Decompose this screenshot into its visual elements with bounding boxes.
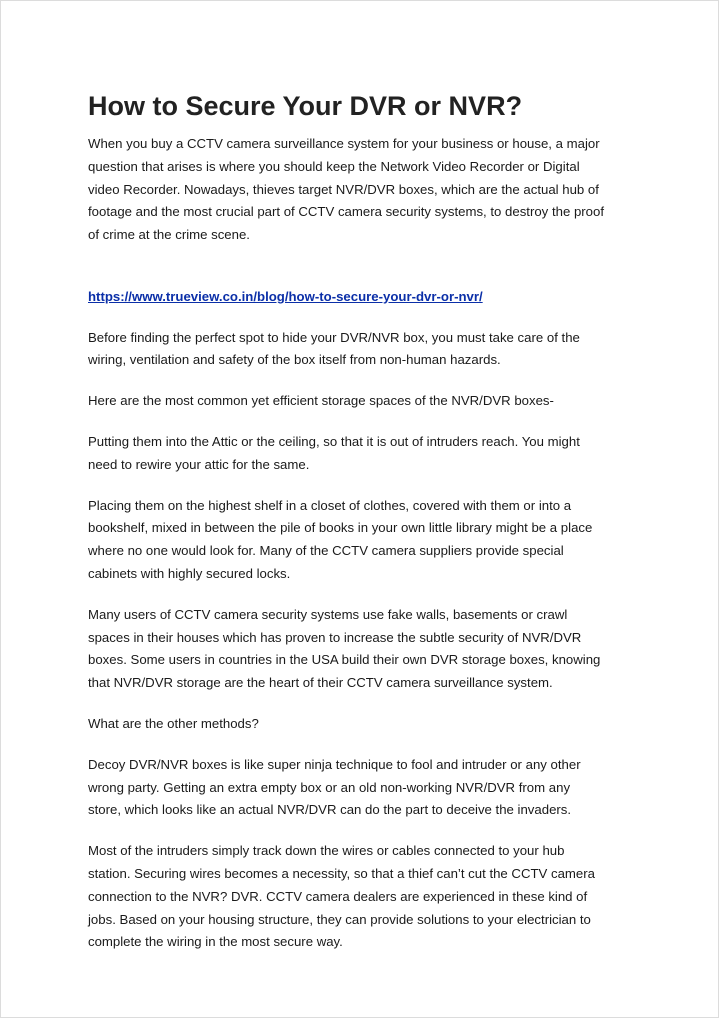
link-paragraph [88, 263, 648, 309]
paragraph-fake-walls: Many users of CCTV camera security systems use fake walls, basements or crawl spaces in their houses which has proven to increase the subtle security of NVR/DVR boxes. Some users in countries in the USA build their own DVR storage boxes, knowing that NVR/DVR storage are the heart of their CCTV camera surveillance system. [88, 606, 601, 691]
paragraph-attic: Putting them into the Attic or the ceiling, so that it is out of intruders reach. You might need to rewire your attic for the same. [88, 433, 580, 472]
paragraph-intro: When you buy a CCTV camera surveillance system for your business or house, a major question that arises is where you should keep the Network Video Recorder or Digital video Recorder. Nowadays, thieves target NVR/DVR boxes, which are the actual hub of footage and the most crucial part of CCTV camera security systems, to destroy the proof of crime at the crime scene. [88, 136, 604, 243]
document-content [88, 89, 648, 954]
article-link[interactable]: https://www.trueview.co.in/blog/how-to-secure-your-dvr-or-nvr/ [88, 288, 483, 304]
paragraph-decoy: Decoy DVR/NVR boxes is like super ninja technique to fool and intruder or any other wrong party. Getting an extra empty box or an old non-working NVR/DVR from any store, which looks like an actual NVR/DVR can do the part to deceive the invaders. [88, 756, 581, 818]
paragraph-other-methods: What are the other methods? [88, 715, 259, 731]
paragraph-wiring: Most of the intruders simply track down the wires or cables connected to your hub station. Securing wires becomes a necessity, so that a thief can’t cut the CCTV camera connection to the NVR? DVR. CCTV camera dealers are experienced in these kind of jobs. Based on your housing structure, they can provide solutions to your electrician to complete the wiring in the most secure way. [88, 843, 595, 950]
paragraph-before-finding: Before finding the perfect spot to hide your DVR/NVR box, you must take care of the wiring, ventilation and safety of the box itself from non-human hazards. [88, 329, 580, 368]
paragraph-closet: Placing them on the highest shelf in a closet of clothes, covered with them or into a bookshelf, mixed in between the pile of books in your own little library might be a place where no one would look for. Many of the CCTV camera suppliers provide special cabinets with highly secured locks. [88, 497, 593, 581]
paragraph-storage-spaces: Here are the most common yet efficient storage spaces of the NVR/DVR boxes- [88, 393, 554, 409]
page-title: How to Secure Your DVR or NVR? [88, 91, 523, 121]
